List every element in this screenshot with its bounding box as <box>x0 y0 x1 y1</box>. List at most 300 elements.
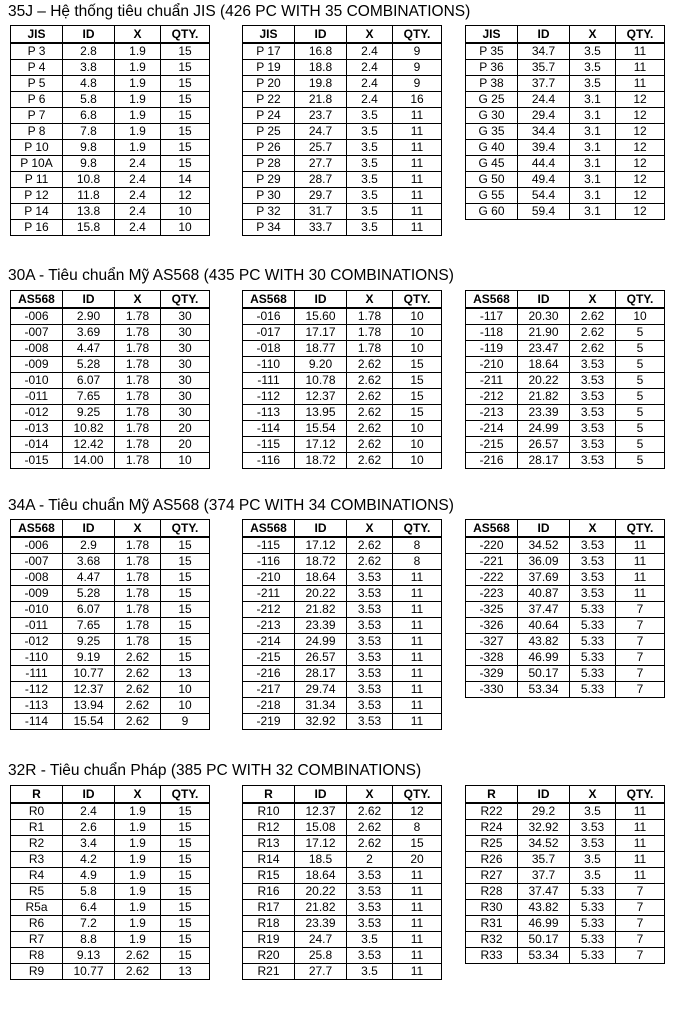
table-cell: P 10A <box>11 156 63 172</box>
table-cell: R19 <box>243 932 295 948</box>
table-cell: 9.20 <box>295 357 347 373</box>
table-cell: 2.62 <box>115 650 161 666</box>
table-cell: 24.99 <box>518 421 570 437</box>
table-cell: -114 <box>11 714 63 730</box>
table-cell: 3.53 <box>347 948 393 964</box>
table-row <box>11 204 210 220</box>
table-row <box>243 204 442 220</box>
table-cell: -116 <box>243 453 295 469</box>
column-header: QTY. <box>616 26 665 44</box>
table-cell: 10 <box>161 453 210 469</box>
table-cell: 5 <box>616 341 665 357</box>
table-cell: 1.9 <box>115 108 161 124</box>
table-cell: 7.65 <box>63 389 115 405</box>
table-cell: 11 <box>616 852 665 868</box>
table-cell: 11 <box>616 537 665 554</box>
table-cell: G 60 <box>466 204 518 220</box>
column-header: X <box>347 26 393 44</box>
table-cell: 2.6 <box>63 820 115 836</box>
table-cell: 5 <box>616 437 665 453</box>
column-header: ID <box>295 520 347 538</box>
table-row <box>466 204 665 220</box>
table-cell: 11 <box>393 220 442 236</box>
table-cell: 3.53 <box>347 650 393 666</box>
table-cell: 12 <box>616 92 665 108</box>
section-title: 34A - Tiêu chuẩn Mỹ AS568 (374 PC WITH 34 COMBINATIONS) <box>8 497 454 514</box>
table-cell: -112 <box>243 389 295 405</box>
table-cell: 2.62 <box>347 803 393 820</box>
table-cell: 7 <box>616 916 665 932</box>
spec-table <box>242 785 442 980</box>
table-cell: 1.78 <box>115 586 161 602</box>
table-cell: 32.92 <box>518 820 570 836</box>
table-cell: 3.53 <box>570 357 616 373</box>
table-cell: 2.62 <box>347 373 393 389</box>
table-cell: 15 <box>161 586 210 602</box>
table-row <box>466 389 665 405</box>
table-cell: -115 <box>243 437 295 453</box>
table-cell: 3.53 <box>347 618 393 634</box>
table-cell: 46.99 <box>518 916 570 932</box>
table-cell: 53.34 <box>518 682 570 698</box>
table-cell: R8 <box>11 948 63 964</box>
spec-table <box>10 785 210 980</box>
table-cell: -113 <box>243 405 295 421</box>
table-cell: P 32 <box>243 204 295 220</box>
table-cell: 15.60 <box>295 308 347 325</box>
table-cell: 11 <box>393 188 442 204</box>
table-cell: 5.33 <box>570 666 616 682</box>
table-cell: -012 <box>11 405 63 421</box>
column-header: ID <box>63 291 115 309</box>
table-cell: 7 <box>616 618 665 634</box>
table-cell: 9.13 <box>63 948 115 964</box>
table-cell: P 3 <box>11 43 63 60</box>
column-header: AS568 <box>11 520 63 538</box>
table-cell: 5.33 <box>570 650 616 666</box>
table-cell: 15 <box>161 76 210 92</box>
table-cell: 3.53 <box>347 916 393 932</box>
table-cell: 11 <box>616 836 665 852</box>
table-cell: 34.4 <box>518 124 570 140</box>
table-cell: R33 <box>466 948 518 964</box>
table-cell: -010 <box>11 602 63 618</box>
table-header-row <box>243 786 442 804</box>
table-cell: 10.82 <box>63 421 115 437</box>
table-cell: 8 <box>393 820 442 836</box>
table-cell: G 40 <box>466 140 518 156</box>
table-cell: 15.08 <box>295 820 347 836</box>
table-cell: 31.7 <box>295 204 347 220</box>
table-cell: 1.9 <box>115 836 161 852</box>
table-cell: 7 <box>616 932 665 948</box>
table-cell: 15 <box>161 156 210 172</box>
table-row <box>466 948 665 964</box>
column-header: ID <box>295 291 347 309</box>
column-header: AS568 <box>243 291 295 309</box>
table-cell: 3.53 <box>347 602 393 618</box>
table-row <box>11 373 210 389</box>
table-cell: 10 <box>161 220 210 236</box>
table-cell: 1.78 <box>115 325 161 341</box>
table-cell: 1.78 <box>115 341 161 357</box>
table-row <box>11 586 210 602</box>
table-row <box>11 357 210 373</box>
table-cell: 21.90 <box>518 325 570 341</box>
table-cell: 14 <box>161 172 210 188</box>
table-cell: 15 <box>161 650 210 666</box>
table-cell: G 50 <box>466 172 518 188</box>
table-row <box>466 357 665 373</box>
table-cell: 34.52 <box>518 537 570 554</box>
table-row <box>11 537 210 554</box>
table-row <box>11 156 210 172</box>
table-cell: -215 <box>466 437 518 453</box>
table-cell: 3.53 <box>347 868 393 884</box>
table-cell: 1.9 <box>115 884 161 900</box>
column-header: JIS <box>243 26 295 44</box>
table-cell: P 5 <box>11 76 63 92</box>
table-cell: 10 <box>393 421 442 437</box>
spec-table <box>465 25 665 220</box>
table-cell: 15 <box>393 357 442 373</box>
table-cell: P 28 <box>243 156 295 172</box>
table-cell: -016 <box>243 308 295 325</box>
section-title: 30A - Tiêu chuẩn Mỹ AS568 (435 PC WITH 30 COMBINATIONS) <box>8 267 454 284</box>
table-cell: -014 <box>11 437 63 453</box>
table-cell: 15 <box>161 602 210 618</box>
table-cell: P 35 <box>466 43 518 60</box>
table-cell: 1.78 <box>115 570 161 586</box>
table-cell: 4.8 <box>63 76 115 92</box>
table-row <box>11 682 210 698</box>
table-cell: R9 <box>11 964 63 980</box>
table-cell: -011 <box>11 618 63 634</box>
table-row <box>243 900 442 916</box>
table-cell: R3 <box>11 852 63 868</box>
table-cell: R27 <box>466 868 518 884</box>
table-cell: 2.4 <box>115 188 161 204</box>
table-cell: 1.78 <box>115 602 161 618</box>
table-cell: 29.4 <box>518 108 570 124</box>
column-header: QTY. <box>161 520 210 538</box>
table-cell: G 25 <box>466 92 518 108</box>
table-cell: 1.78 <box>115 421 161 437</box>
table-cell: 1.78 <box>115 373 161 389</box>
table-cell: 12 <box>616 172 665 188</box>
table-cell: 2.62 <box>347 357 393 373</box>
table-row <box>466 437 665 453</box>
table-row <box>11 618 210 634</box>
column-header: ID <box>295 786 347 804</box>
table-cell: 59.4 <box>518 204 570 220</box>
table-cell: P 10 <box>11 140 63 156</box>
table-cell: R7 <box>11 932 63 948</box>
table-cell: 11 <box>393 586 442 602</box>
table-cell: 19.8 <box>295 76 347 92</box>
spec-table <box>10 290 210 469</box>
table-row <box>243 932 442 948</box>
table-cell: 3.5 <box>570 803 616 820</box>
table-row <box>11 405 210 421</box>
table-row <box>466 634 665 650</box>
table-cell: 11 <box>393 666 442 682</box>
column-header: X <box>347 520 393 538</box>
table-cell: 3.5 <box>570 60 616 76</box>
table-cell: 13.95 <box>295 405 347 421</box>
table-cell: -222 <box>466 570 518 586</box>
table-cell: -218 <box>243 698 295 714</box>
table-cell: 14.00 <box>63 453 115 469</box>
table-cell: 20.30 <box>518 308 570 325</box>
table-cell: 25.8 <box>295 948 347 964</box>
table-cell: 18.64 <box>295 570 347 586</box>
table-cell: 18.8 <box>295 60 347 76</box>
table-cell: 11 <box>616 586 665 602</box>
table-row <box>466 650 665 666</box>
table-row <box>11 836 210 852</box>
table-cell: 3.53 <box>570 554 616 570</box>
table-cell: 20 <box>161 421 210 437</box>
table-cell: 2.62 <box>115 698 161 714</box>
table-row <box>466 373 665 389</box>
column-header: ID <box>63 26 115 44</box>
table-cell: 15 <box>161 916 210 932</box>
table-cell: 9.25 <box>63 405 115 421</box>
column-header: ID <box>63 520 115 538</box>
table-row <box>243 92 442 108</box>
table-cell: R1 <box>11 820 63 836</box>
table-cell: 6.07 <box>63 373 115 389</box>
table-cell: 11 <box>616 60 665 76</box>
table-cell: 12 <box>616 140 665 156</box>
table-cell: -325 <box>466 602 518 618</box>
table-cell: 15 <box>161 570 210 586</box>
table-cell: 32.92 <box>295 714 347 730</box>
table-cell: 3.53 <box>347 634 393 650</box>
table-row <box>466 666 665 682</box>
table-cell: 49.4 <box>518 172 570 188</box>
table-cell: P 36 <box>466 60 518 76</box>
table-row <box>243 602 442 618</box>
column-header: QTY. <box>393 291 442 309</box>
table-row <box>243 341 442 357</box>
table-row <box>243 803 442 820</box>
table-cell: R28 <box>466 884 518 900</box>
table-row <box>11 325 210 341</box>
table-row <box>466 341 665 357</box>
table-cell: 3.53 <box>570 437 616 453</box>
table-cell: 11 <box>393 698 442 714</box>
column-header: AS568 <box>466 291 518 309</box>
table-cell: -012 <box>11 634 63 650</box>
table-row <box>243 884 442 900</box>
table-cell: -217 <box>243 682 295 698</box>
table-cell: 18.72 <box>295 453 347 469</box>
table-cell: -212 <box>243 602 295 618</box>
table-cell: -007 <box>11 554 63 570</box>
table-cell: -216 <box>243 666 295 682</box>
table-cell: 1.9 <box>115 868 161 884</box>
table-cell: 11 <box>393 964 442 980</box>
table-cell: 5.33 <box>570 634 616 650</box>
table-cell: 11 <box>393 948 442 964</box>
table-cell: -326 <box>466 618 518 634</box>
table-row <box>466 618 665 634</box>
table-row <box>243 60 442 76</box>
table-cell: 2.62 <box>115 964 161 980</box>
table-cell: 15 <box>161 618 210 634</box>
table-cell: 3.1 <box>570 204 616 220</box>
table-cell: 21.82 <box>295 900 347 916</box>
table-cell: 9 <box>393 60 442 76</box>
table-row <box>466 682 665 698</box>
table-cell: 30 <box>161 308 210 325</box>
table-row <box>243 140 442 156</box>
table-row <box>11 188 210 204</box>
table-cell: 2.62 <box>347 820 393 836</box>
table-cell: 2.62 <box>115 714 161 730</box>
table-cell: 3.1 <box>570 108 616 124</box>
table-cell: 11 <box>393 650 442 666</box>
table-cell: -009 <box>11 357 63 373</box>
table-row <box>11 698 210 714</box>
table-cell: 50.17 <box>518 932 570 948</box>
section-title: 32R - Tiêu chuẩn Pháp (385 PC WITH 32 COMBINATIONS) <box>8 762 422 779</box>
table-cell: 3.53 <box>347 682 393 698</box>
table-row <box>243 325 442 341</box>
table-cell: R20 <box>243 948 295 964</box>
table-cell: G 30 <box>466 108 518 124</box>
table-cell: 3.53 <box>347 698 393 714</box>
table-row <box>11 570 210 586</box>
table-cell: 11 <box>616 868 665 884</box>
table-cell: 35.7 <box>518 60 570 76</box>
table-cell: 15 <box>161 140 210 156</box>
table-cell: 2.62 <box>347 453 393 469</box>
table-row <box>466 308 665 325</box>
table-cell: 23.39 <box>518 405 570 421</box>
table-cell: 17.12 <box>295 836 347 852</box>
table-row <box>11 916 210 932</box>
table-cell: 20.22 <box>518 373 570 389</box>
table-cell: -009 <box>11 586 63 602</box>
table-row <box>243 698 442 714</box>
table-cell: R25 <box>466 836 518 852</box>
table-cell: 11 <box>616 820 665 836</box>
table-row <box>466 188 665 204</box>
table-cell: 1.9 <box>115 803 161 820</box>
table-row <box>11 437 210 453</box>
table-cell: 2.4 <box>63 803 115 820</box>
table-cell: R10 <box>243 803 295 820</box>
table-cell: 3.53 <box>347 570 393 586</box>
table-cell: 15 <box>161 634 210 650</box>
table-cell: 12 <box>393 803 442 820</box>
table-cell: 7 <box>616 650 665 666</box>
table-row <box>243 308 442 325</box>
table-cell: 10 <box>161 682 210 698</box>
table-cell: 36.09 <box>518 554 570 570</box>
table-row <box>243 868 442 884</box>
table-cell: R22 <box>466 803 518 820</box>
column-header: QTY. <box>393 520 442 538</box>
column-header: X <box>570 291 616 309</box>
table-cell: 2.9 <box>63 537 115 554</box>
table-cell: 1.78 <box>115 389 161 405</box>
table-cell: 11 <box>393 884 442 900</box>
table-cell: 15 <box>161 932 210 948</box>
table-cell: G 45 <box>466 156 518 172</box>
table-cell: 3.5 <box>570 852 616 868</box>
table-row <box>11 554 210 570</box>
table-cell: -006 <box>11 537 63 554</box>
table-cell: -221 <box>466 554 518 570</box>
table-cell: 15 <box>161 803 210 820</box>
table-cell: 9.25 <box>63 634 115 650</box>
table-cell: R24 <box>466 820 518 836</box>
table-cell: -212 <box>466 389 518 405</box>
table-cell: 23.47 <box>518 341 570 357</box>
table-cell: 27.7 <box>295 156 347 172</box>
table-cell: 11 <box>393 714 442 730</box>
table-cell: -113 <box>11 698 63 714</box>
table-cell: 3.5 <box>347 172 393 188</box>
table-cell: R32 <box>466 932 518 948</box>
table-row <box>11 634 210 650</box>
table-row <box>243 421 442 437</box>
table-cell: R26 <box>466 852 518 868</box>
table-row <box>11 714 210 730</box>
table-cell: 26.57 <box>518 437 570 453</box>
table-cell: 11.8 <box>63 188 115 204</box>
table-cell: 3.4 <box>63 836 115 852</box>
table-row <box>243 820 442 836</box>
table-cell: P 20 <box>243 76 295 92</box>
table-row <box>466 60 665 76</box>
table-cell: R4 <box>11 868 63 884</box>
table-cell: 40.64 <box>518 618 570 634</box>
table-cell: 7.65 <box>63 618 115 634</box>
table-cell: 2.62 <box>570 308 616 325</box>
table-cell: 11 <box>393 140 442 156</box>
table-cell: 12.37 <box>295 803 347 820</box>
column-header: X <box>115 291 161 309</box>
table-cell: 24.4 <box>518 92 570 108</box>
table-cell: 30 <box>161 325 210 341</box>
column-header: X <box>347 291 393 309</box>
table-cell: 10 <box>161 204 210 220</box>
table-row <box>243 554 442 570</box>
table-row <box>243 373 442 389</box>
table-row <box>11 92 210 108</box>
column-header: QTY. <box>393 26 442 44</box>
table-cell: 5 <box>616 421 665 437</box>
table-row <box>11 308 210 325</box>
table-row <box>466 92 665 108</box>
table-row <box>11 389 210 405</box>
table-cell: 1.9 <box>115 76 161 92</box>
table-cell: 10 <box>393 341 442 357</box>
table-cell: 30 <box>161 405 210 421</box>
table-cell: 53.34 <box>518 948 570 964</box>
table-cell: 1.9 <box>115 900 161 916</box>
table-cell: 12 <box>616 108 665 124</box>
table-cell: 3.53 <box>570 421 616 437</box>
table-cell: 31.34 <box>295 698 347 714</box>
table-cell: 2.4 <box>115 156 161 172</box>
table-cell: -008 <box>11 341 63 357</box>
